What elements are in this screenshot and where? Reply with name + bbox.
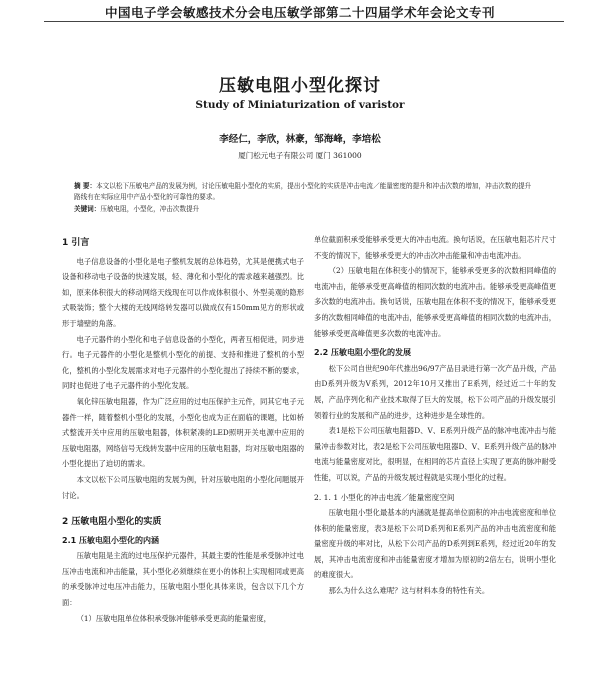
subsection-heading-2-1: 2.1 压敏电阻小型化的内涵 [62, 535, 159, 545]
keywords-label: 关键词： [74, 205, 101, 213]
paper-title-chinese: 压敏电阻小型化探讨 [219, 76, 381, 96]
paragraph: 那么为什么这么难呢？这与材料本身的特性有关。 [328, 586, 490, 596]
keywords-text: 压敏电阻，小型化，冲击次数提升 [100, 205, 200, 213]
spacer [62, 503, 304, 511]
section-heading-introduction: 1 引言 [62, 238, 90, 248]
paragraph: 松下公司自世纪90年代推出96/97产品目录进行第一次产品升级，产品由D系列升级为V系列，2012年10月又推出了E系列，经过近二十年的发展，产品序列化和产业技术取得了巨大的发展，松下公司产品的升级发展引领着行业的发展和产品的进步，这种进步是全球性的。 [314, 363, 556, 420]
right-column [314, 232, 556, 599]
author-list: 李经仁，李欣，林豪，邹海峰，李培松 [219, 134, 381, 145]
abstract [74, 181, 534, 202]
paragraph: 压敏电阻是主流的过电压保护元器件，其最主要的性能是承受脉冲过电压冲击电流和冲击能量，其小型化必须继续在更小的体积上实现相同或更高的承受脉冲过电压冲击能力，压敏电阻小型化具体来说，包含以下几个方面： [62, 551, 304, 608]
subsubsection-heading-2-1-1: 2. 1. 1 小型化的冲击电流／能量密度空间 [314, 492, 455, 502]
section-heading-2: 2 压敏电阻小型化的实质 [62, 517, 162, 528]
paragraph: （2）压敏电阻在体积变小的情况下，能够承受更多的次数相同峰值的电流冲击，能够承受更高峰值的相同次数的电流冲击。能够承受更高峰值更多次数的电流冲击。换句话说，压敏电阻在体积不变的情况下，能够承受更多的次数相同峰值的电流冲击，能够承受更高峰值的相同次数的电流冲击，能够承受更高峰值更多次数的电流冲击。 [314, 266, 556, 338]
paragraph: 压敏电阻小型化最基本的内涵就是提高单位面积的冲击电流密度和单位体积的能量密度，表3是松下公司D系列和E系列产品的冲击电流密度和能量密度升级的率对比，从松下公司产品的D系列到E系列，经过近20年的发展，其冲击电流密度和冲击能量密度才增加为原初的2倍左右，说明小型化的难度很大。 [314, 508, 556, 580]
paragraph: 表1是松下公司压敏电阻器D、V、E系列升级产品的脉冲电流冲击与能量冲击参数对比，表2是松下公司压敏电阻器D、V、E系列升级产品的脉冲电流与能量密度对比，很明显，在相同的芯片直径上实现了更高的脉冲耐受性能，可以说，产品的升级发展过程就是实现小型化的过程。 [314, 426, 556, 482]
paragraph: 单位截面积承受能够承受更大的冲击电流。换句话说，在压敏电阻芯片尺寸不变的情况下，能够承受更大的冲击次冲击能量和冲击电流冲击。 [314, 235, 556, 260]
subsection-heading-2-2: 2.2 压敏电阻小型化的发展 [314, 348, 411, 358]
paragraph: 电子信息设备的小型化是电子整机发展的总体趋势，尤其是便携式电子设备和移动电子设备的快速发展，轻、薄化和小型化的需求越来越强烈。比如，原来体积很大的移动网络天线现在可以作成体积很小、外型美观的隐形式吸装饰；整个大楼的无线网络转发器可以做成仅有150mm见方的形状或形于墙壁的角落。 [62, 256, 304, 328]
abstract-text: 本文以松下压敏电产品的发展为例，讨论压敏电阻小型化的实质，提出小型化的实质是冲击电流／能量密度的提升和冲击次数的增加，冲击次数的提升路线有在实际应用中产品小型化的可靠性的要求。 [74, 182, 532, 201]
running-header: 中国电子学会敏感技术分会电压敏学部第二十四届学术年会论文专刊 [104, 5, 495, 20]
abstract-label: 摘 要： [74, 182, 97, 190]
paragraph: 电子元器件的小型化和电子信息设备的小型化，两者互相促进，同步进行。电子元器件的小型化是整机小型化的前提、支持和推进了整机的小型化，整机的小型化发展需求对电子元器件的小型化提出了持续不断的要求，同时也促进了电子元器件的小型化发展。 [62, 334, 304, 391]
paragraph: 氧化锌压敏电阻器，作为广泛应用的过电压保护主元件，同其它电子元器件一样，随着整机小型化的发展，小型化也成为正在面临的课题，比如桥式整流开关中应用的压敏电阻器，体积紧凑的LED照明开关电源中应用的压敏电阻器，网络信号无线转发器中应用的压敏电阻器，均对压敏电阻器的小型化提出了迫切的需求。 [62, 396, 304, 469]
header-divider [44, 21, 564, 22]
keywords [74, 204, 534, 214]
paper-title-english: Study of Miniaturization of varistor [195, 99, 405, 111]
left-column [62, 232, 304, 626]
paragraph: （1）压敏电阻单位体积承受脉冲能够承受更高的能量密度， [76, 613, 271, 623]
paragraph: 本文以松下公司压敏电阻的发展为例，针对压敏电阻的小型化问题展开讨论。 [62, 474, 304, 500]
affiliation: 厦门松元电子有限公司 厦门 361000 [238, 151, 362, 160]
